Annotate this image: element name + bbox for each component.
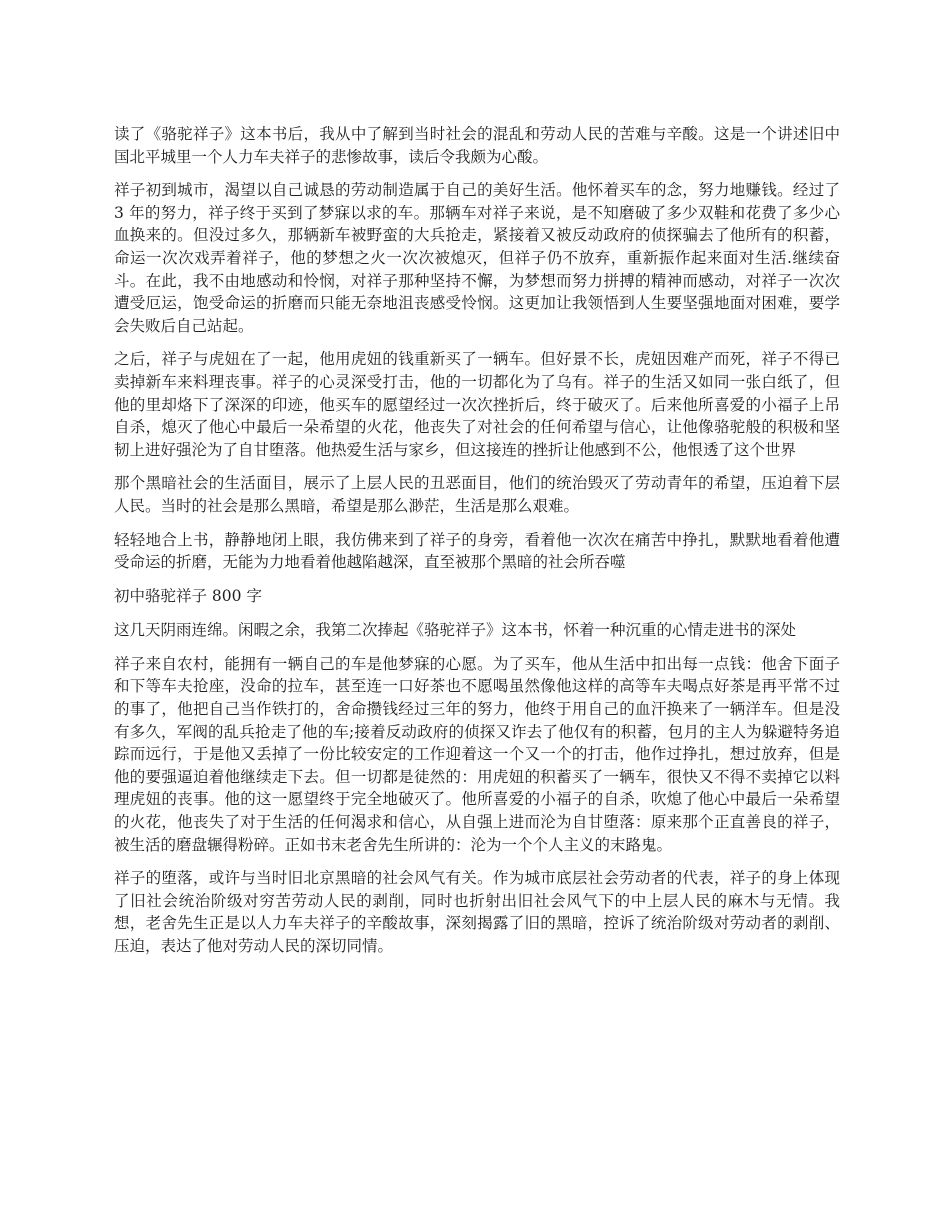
paragraph-6: 这几天阴雨连绵。闲暇之余，我第二次捧起《骆驼祥子》这本书，怀着一种沉重的心情走进书的深处 (114, 621, 797, 640)
section-title: 初中骆驼祥子 800 字 (114, 586, 262, 605)
paragraph-4: 那个黑暗社会的生活面目，展示了上层人民的丑恶面目，他们的统治毁灭了劳动青年的希望，压迫着下层人民。当时的社会是那么黑暗，希望是那么渺茫，生活是那么艰难。 (114, 474, 840, 515)
document-page (114, 123, 840, 969)
paragraph-3: 之后，祥子与虎妞在了一起，他用虎妞的钱重新买了一辆车。但好景不长，虎妞因难产而死，祥子不得已卖掉新车来料理丧事。祥子的心灵深受打击，他的一切都化为了乌有。祥子的生活又如同一张白纸了，但他的里却烙下了深深的印迹，他买车的愿望经过一次次挫折后，终于破灭了。后来他所喜爱的小福子上吊自杀，熄灭了他心中最后一朵希望的火花，他丧失了对社会的任何希望与信心，让他像骆驼般的积极和坚韧上进好强沦为了自甘堕落。他热爱生活与家乡，但这接连的挫折让他感到不公，他恨透了这个世界 (114, 350, 840, 459)
paragraph-1: 读了《骆驼祥子》这本书后，我从中了解到当时社会的混乱和劳动人民的苦难与辛酸。这是一个讲述旧中国北平城里一个人力车夫祥子的悲惨故事，读后令我颇为心酸。 (114, 125, 840, 166)
paragraph-5: 轻轻地合上书，静静地闭上眼，我仿佛来到了祥子的身旁，看着他一次次在痛苦中挣扎，默默地看着他遭受命运的折磨，无能为力地看着他越陷越深，直至被那个黑暗的社会所吞噬 (114, 530, 840, 572)
paragraph-8: 祥子的堕落，或许与当时旧北京黑暗的社会风气有关。作为城市底层社会劳动者的代表，祥子的身上体现了旧社会统治阶级对穷苦劳动人民的剥削，同时也折射出旧社会风气下的中上层人民的麻木与无情。我想，老舍先生正是以人力车夫祥子的辛酸故事，深刻揭露了旧的黑暗，控诉了统治阶级对劳动者的剥削、压迫，表达了他对劳动人民的深切同情。 (114, 869, 840, 955)
paragraph-2: 祥子初到城市，渴望以自己诚恳的劳动制造属于自己的美好生活。他怀着买车的念，努力地赚钱。经过了 3 年的努力，祥子终于买到了梦寐以求的车。那辆车对祥子来说，是不知磨破了多少双鞋和花费了多少心血换来的。但没过多久，那辆新车被野蛮的大兵抢走，紧接着又被反动政府的侦探骗去了他所有的积蓄，命运一次次戏弄着祥子，他的梦想之火一次次被熄灭，但祥子仍不放弃，重新振作起来面对生活.继续奋斗。在此，我不由地感动和怜悯，对祥子那种坚持不懈，为梦想而努力拼搏的精神而感动，对祥子一次次遭受厄运，饱受命运的折磨而只能无奈地沮丧感受怜悯。这更加让我领悟到人生要坚强地面对困难，要学会失败后自己站起。 (114, 181, 840, 335)
paragraph-7: 祥子来自农村，能拥有一辆自己的车是他梦寐的心愿。为了买车，他从生活中扣出每一点钱：他舍下面子和下等车夫抢座，没命的拉车，甚至连一口好茶也不愿喝虽然像他这样的高等车夫喝点好茶是再平常不过的事了，他把自己当作铁打的，舍命攒钱经过三年的努力，他终于用自己的血汗换来了一辆洋车。但是没有多久，军阀的乱兵抢走了他的车;接着反动政府的侦探又诈去了他仅有的积蓄，包月的主人为躲避特务追踪而远行，于是他又丢掉了一份比较安定的工作迎着这一个又一个的打击，他作过挣扎，想过放弃，但是他的要强逼迫着他继续走下去。但一切都是徒然的：用虎妞的积蓄买了一辆车，很快又不得不卖掉它以料理虎妞的丧事。他的这一愿望终于完全地破灭了。他所喜爱的小福子的自杀，吹熄了他心中最后一朵希望的火花，他丧失了对于生活的任何渴求和信心，从自强上进而沦为自甘堕落：原来那个正直善良的祥子，被生活的磨盘辗得粉碎。正如书末老舍先生所讲的：沦为一个个人主义的末路鬼。 (114, 654, 840, 854)
